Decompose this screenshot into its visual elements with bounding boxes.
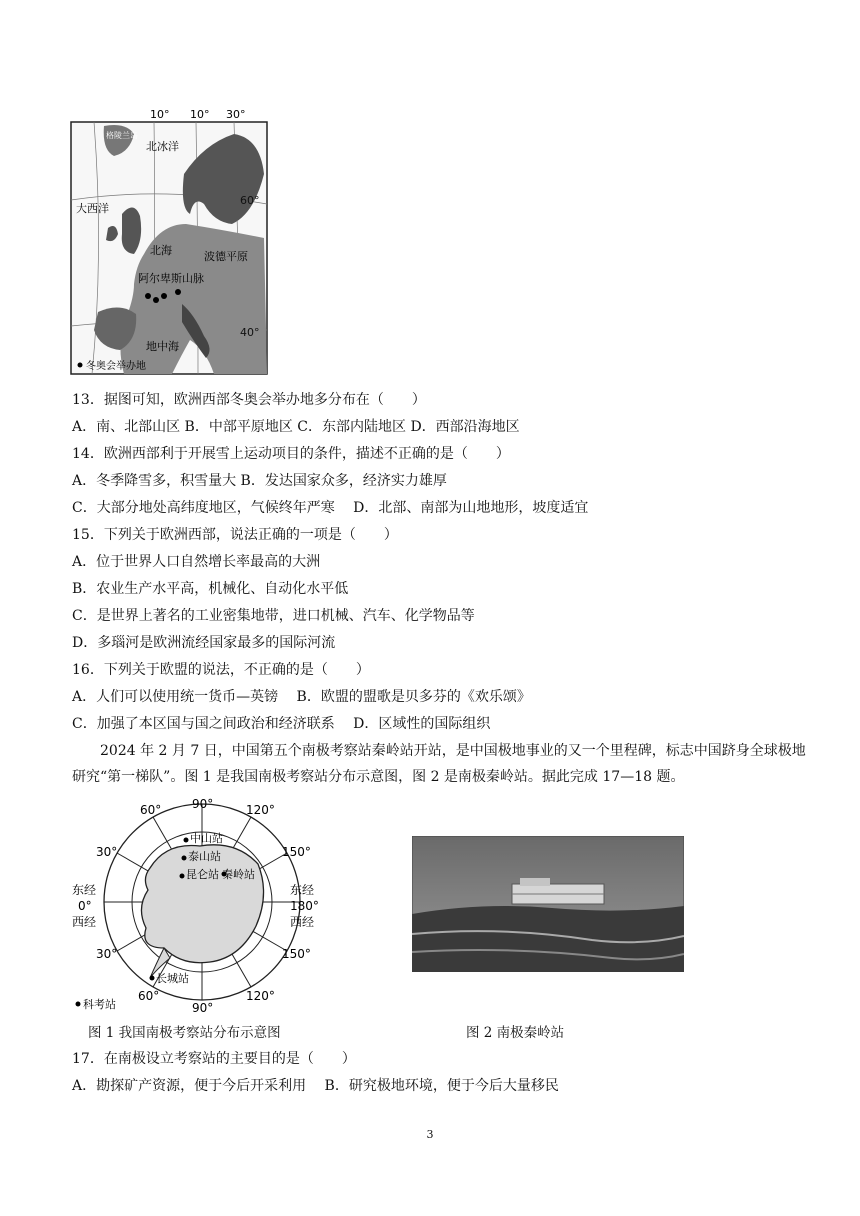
- antarctic-station-map: [70, 798, 320, 1016]
- station-marker-taishan: [182, 856, 187, 861]
- reading-passage: 2024 年 2 月 7 日，中国第五个南极考察站秦岭站开站，是中国极地事业的又一个里程碑，标志中国跻身全球极地研究“第一梯队”。图 1 是我国南极考察站分布示意图，图 2 是南极秦岭站。据此完成 17—18 题。: [72, 743, 806, 785]
- deg-top-120: 120°: [246, 803, 275, 817]
- deg-bottom-120: 120°: [246, 989, 275, 1003]
- label-mediterranean: 地中海: [146, 340, 179, 353]
- question-14-options-1: A．冬季降雪多，积雪量大 B．发达国家众多，经济实力雄厚: [72, 473, 447, 489]
- label-west-lon-right: 西经: [290, 915, 315, 929]
- question-15-option-a: A．位于世界人口自然增长率最高的大洲: [72, 554, 321, 570]
- page-number: 3: [426, 1128, 434, 1141]
- question-16-options-1: A．人们可以使用统一货币—英镑 B．欧盟的盟歌是贝多芬的《欢乐颂》: [72, 689, 531, 705]
- question-17-options: A．勘探矿产资源，便于今后开采利用 B．研究极地环境，便于今后大量移民: [72, 1078, 559, 1094]
- lon-label-3: 30°: [226, 108, 246, 121]
- station-marker-changcheng: [150, 976, 155, 981]
- station-marker-kunlun: [180, 874, 185, 879]
- lon-label-2: 10°: [190, 108, 210, 121]
- label-west-lon-left: 西经: [72, 915, 97, 929]
- deg-left-30: 30°: [96, 845, 118, 859]
- label-east-lon-left: 东经: [72, 883, 97, 897]
- olympic-host-marker: [145, 293, 151, 299]
- station-taishan: 泰山站: [188, 850, 221, 863]
- deg-bottom-90: 90°: [192, 1001, 214, 1015]
- deg-right-150b: 150°: [282, 947, 311, 961]
- label-east-lon-right: 东经: [290, 883, 315, 897]
- station-qinling: 秦岭站: [222, 868, 255, 881]
- question-15-stem: 15．下列关于欧洲西部，说法正确的一项是（ ）: [72, 527, 398, 543]
- label-north-sea: 北海: [150, 244, 172, 257]
- station-zhongshan: 中山站: [190, 832, 223, 845]
- label-180: 180°: [290, 899, 319, 913]
- question-13-stem: 13．据图可知，欧洲西部冬奥会举办地多分布在（ ）: [72, 392, 426, 408]
- hillside: [412, 906, 684, 972]
- question-15-option-d: D．多瑙河是欧洲流经国家最多的国际河流: [72, 635, 336, 651]
- qinling-station-photo: [412, 836, 684, 972]
- label-greenland: 格陵兰岛: [106, 131, 138, 140]
- question-13-options: A．南、北部山区 B．中部平原地区 C．东部内陆地区 D．西部沿海地区: [72, 419, 520, 435]
- question-15-option-c: C．是世界上著名的工业密集地带，进口机械、汽车、化学物品等: [72, 608, 475, 624]
- lat-label-60: 60°: [240, 194, 260, 207]
- deg-left-30b: 30°: [96, 947, 118, 961]
- deg-right-150: 150°: [282, 845, 311, 859]
- olympic-host-marker: [153, 297, 159, 303]
- station-marker-zhongshan: [184, 838, 189, 843]
- label-zero: 0°: [78, 899, 92, 913]
- figure-1-caption: 图 1 我国南极考察站分布示意图: [88, 1025, 281, 1041]
- deg-bottom-60: 60°: [138, 989, 160, 1003]
- question-14-options-2: C．大部分地处高纬度地区，气候终年严寒 D．北部、南部为山地地形，坡度适宜: [72, 500, 589, 516]
- legend-label: 冬奥会举办地: [86, 361, 146, 372]
- deg-top-90: 90°: [192, 798, 214, 811]
- station-kunlun: 昆仑站: [186, 868, 219, 881]
- olympic-host-marker: [175, 289, 181, 295]
- legend-station-marker: [76, 1002, 81, 1007]
- label-atlantic: 大西洋: [76, 202, 109, 215]
- question-14-stem: 14．欧洲西部利于开展雪上运动项目的条件，描述不正确的是（ ）: [72, 446, 510, 462]
- legend-marker: [78, 363, 83, 368]
- deg-top-60: 60°: [140, 803, 162, 817]
- figure-2-caption: 图 2 南极秦岭站: [466, 1025, 565, 1041]
- label-polish-plain: 波德平原: [204, 250, 248, 263]
- question-15-option-b: B．农业生产水平高，机械化、自动化水平低: [72, 581, 349, 597]
- lat-label-40: 40°: [240, 326, 260, 339]
- label-alps: 阿尔卑斯山脉: [138, 272, 204, 285]
- europe-map: [64, 104, 270, 376]
- question-17-stem: 17．在南极设立考察站的主要目的是（ ）: [72, 1051, 356, 1067]
- label-arctic-ocean: 北冰洋: [146, 140, 179, 153]
- lon-label-1: 10°: [150, 108, 170, 121]
- question-16-options-2: C．加强了本区国与国之间政治和经济联系 D．区域性的国际组织: [72, 716, 491, 732]
- question-16-stem: 16．下列关于欧盟的说法，不正确的是（ ）: [72, 662, 370, 678]
- station-changcheng: 长城站: [156, 972, 189, 985]
- olympic-host-marker: [161, 293, 167, 299]
- legend-station-label: 科考站: [83, 998, 116, 1011]
